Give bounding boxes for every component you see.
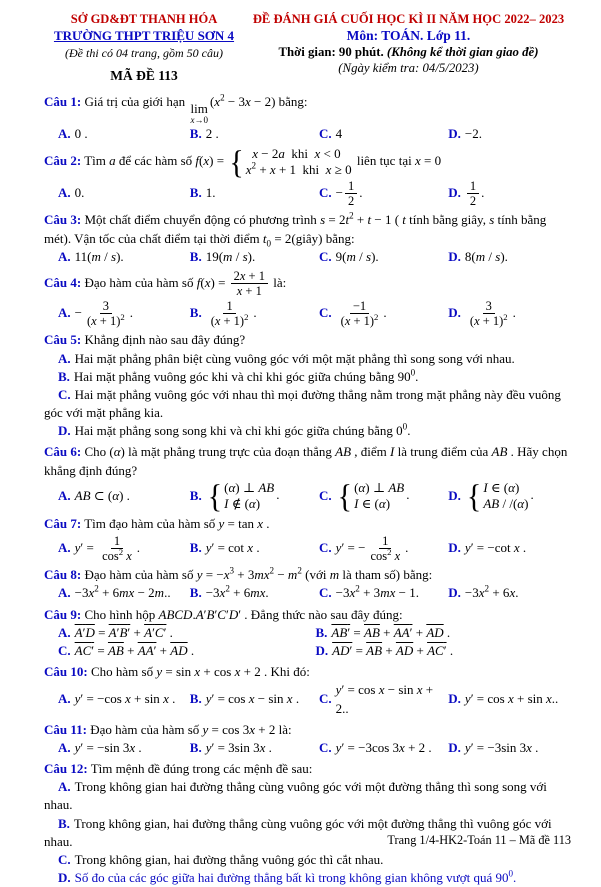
option-content: $-3x^2 + 6x$. [464,584,519,601]
question-body: Đạo hàm của hàm số y = cos 3x + 2 là: [86,721,292,737]
option-letter: B. [189,305,202,321]
question-label: Câu 6: [44,444,82,460]
option-a [58,624,316,642]
question-text [44,146,573,179]
option-content: y′ = −sin 3x . [74,739,142,755]
option-content: y′ = cos x − sin x + 2.. [335,682,434,716]
option-content: $AB' = \overline{AB} + AA' + \overline{AD}$ . [331,624,451,640]
option-letter: A. [58,691,71,707]
options [58,624,573,660]
option-c [58,642,316,660]
option-letter: D. [315,642,329,658]
header-left [44,12,244,84]
option-c [319,681,446,717]
question-text [44,269,573,299]
exam-code: MÃ ĐỀ 113 [110,68,178,83]
option-content: y′ = 3sin 3x . [205,739,272,755]
option-content: Trong không gian, hai đường thẳng vuông góc thì cắt nhau. [74,852,384,867]
option-content: y′ = − $\frac{1}{\cos^2 x}$ . [335,533,409,563]
option-c [319,584,446,602]
option-letter: A. [58,350,71,366]
option-letter: A. [58,248,71,264]
option-content: 0 . [74,126,88,141]
option-letter: D. [448,126,461,141]
option-content: 8(m / s). [464,248,508,264]
question-text [44,443,573,479]
option-content: 1. [205,185,216,201]
duration-note: (Không kể thời gian giao đề) [383,45,539,59]
department-name: SỞ GD&ĐT THANH HÓA [70,12,218,26]
option-content: A′D = A′B′ + A′C′ . [74,624,173,640]
option-a [58,299,188,329]
question-9 [44,606,573,661]
options [44,350,573,441]
option-a [58,690,188,708]
option-letter: D. [448,248,461,264]
question-4 [44,269,573,328]
question-label: Câu 10: [44,664,88,680]
question-8 [44,566,573,602]
option-content: y′ = −cos x + sin x . [74,691,176,707]
option-letter: B. [189,126,202,141]
question-text [44,331,573,349]
option-content: y′ = −3cos 3x + 2 . [335,739,432,755]
option-content: $\frac{1}{2}$ . [465,179,484,209]
option-letter: D. [448,305,461,321]
option-letter: D. [448,540,461,556]
option-letter: C. [58,852,71,867]
option-b [190,248,317,266]
option-content: 9(m / s). [335,248,379,264]
question-text [44,211,573,247]
option-content: y′ = $\frac{1}{\cos^2 x}$ . [74,533,141,563]
option-letter: C. [319,739,332,755]
option-c [44,851,573,869]
header-right [244,12,573,84]
question-label: Câu 4: [44,274,82,290]
option-content: $-3x^2 + 6mx - 2m$.. [74,584,171,601]
option-content: $-3x^2 + 3mx - 1$. [335,584,419,601]
options [58,248,573,266]
option-content: { I ∈ (α) AB / /(α) . [466,478,534,514]
option-letter: D. [448,185,461,201]
option-letter: A. [58,487,71,503]
question-body: Một chất điểm chuyển động có phương trình $s = 2t^2 + t - 1$ ( t tính bằng giây, s tính bằng mét). Vận tốc của chất điểm tại thời điểm $t_0$ = 2(giây) bằng: [44,211,547,249]
option-a [58,248,188,266]
option-letter: D. [448,585,461,601]
option-a [58,739,188,757]
footer [387,833,571,848]
option-d [448,299,573,329]
option-c [319,299,446,329]
option-letter: B. [189,248,202,264]
option-content: 2 . [205,126,219,141]
option-a [58,534,188,564]
option-content: Hai mặt phẳng phân biệt cùng vuông góc với một mặt phẳng thì song song với nhau. [74,350,515,366]
option-letter: C. [58,642,71,658]
option-content: Hai mặt phẳng vuông góc khi và chỉ khi góc giữa chúng bằng $90^0$. [73,367,419,384]
question-label: Câu 5: [44,332,82,348]
option-letter: C. [58,386,71,402]
question-7 [44,515,573,563]
option-letter: B. [58,368,70,384]
option-letter: C. [319,126,332,141]
option-b [190,690,317,708]
option-letter: B. [189,540,202,556]
option-a [44,778,573,814]
option-content: { (α) ⊥ AB I ∈ (α) . [337,478,410,514]
question-1 [44,93,573,143]
option-d [448,248,573,266]
paper-note: (Đề thi có 04 trang, gồm 50 câu) [65,46,223,60]
question-text [44,721,573,739]
option-content: Hai mặt phẳng vuông góc với nhau thì mọi đường thẳng nằm trong mặt phẳng này đều vuông góc với mặt phẳng kia. [44,386,561,421]
question-label: Câu 11: [44,721,87,737]
option-content: Hai mặt phẳng song song khi và chỉ khi góc giữa chúng bằng $0^0$. [74,421,411,439]
option-letter: A. [58,305,71,321]
option-letter: A. [58,739,71,755]
option-letter: C. [319,185,332,201]
option-letter: B. [315,624,328,640]
option-letter: C. [319,487,332,503]
option-letter: A. [58,624,71,640]
question-label: Câu 1: [44,94,82,109]
option-letter: D. [448,487,461,503]
question-text [44,760,573,778]
question-6 [44,443,573,512]
option-content: Số đo của các góc giữa hai đường thẳng bất kì trong không gian không vượt quá $90^0$. [74,868,517,886]
option-content: y′ = −cot x . [464,540,527,556]
option-content: Trong không gian, hai đường thẳng cùng vuông góc với một đường thẳng thì vuông góc với nhau. [44,815,552,849]
question-body: Khẳng định nào sau đây đúng? [81,332,246,348]
option-c [319,125,446,143]
option-d [448,739,573,757]
option-letter: A. [58,126,71,141]
option-c [319,179,446,209]
exam-subject: Môn: TOÁN. Lớp 11. [346,28,471,43]
option-content: $AC' = \overline{AB} + AA' + \overline{AD}$ . [74,642,195,658]
option-a [58,584,188,602]
option-content: AB ⊂ (α) . [74,487,130,503]
question-body: Đạo hàm của hàm số $y = -x^3 + 3mx^2 - m^2$ (với m là tham số) bằng: [81,565,433,583]
options [58,299,573,329]
question-5 [44,331,573,440]
option-c [319,480,446,513]
options [58,584,573,602]
option-b [190,584,317,602]
option-d [448,690,573,708]
exam-title: ĐỀ ĐÁNH GIÁ CUỐI HỌC KÌ II NĂM HỌC 2022– 2023 [252,12,565,26]
option-letter: B. [58,815,70,831]
question-label: Câu 7: [44,516,82,532]
option-letter: D. [58,423,71,439]
option-content: y′ = cot x . [205,540,260,556]
header [44,12,573,84]
question-label: Câu 8: [44,567,82,583]
option-content: Trong không gian hai đường thẳng cùng vuông góc với một đường thẳng thì song song với nhau. [44,779,547,813]
option-a [58,487,188,505]
option-c [319,534,446,564]
options [58,739,573,757]
option-letter: C. [319,248,332,264]
option-letter: B. [189,185,202,201]
option-letter: C. [319,585,332,601]
question-10 [44,663,573,718]
option-b [190,539,317,557]
question-11 [44,721,573,757]
option-b [190,739,317,757]
option-d [44,869,573,887]
question-label: Câu 2: [44,153,82,169]
option-letter: B. [189,585,202,601]
option-a [44,350,573,368]
options [58,534,573,564]
option-content: 0. [74,185,85,201]
option-b [190,184,317,202]
option-b [190,480,317,513]
option-content: $\frac{3}{(x + 1)^2}$ . [469,298,516,328]
option-a [58,125,188,143]
option-letter: A. [58,779,71,795]
option-content: y′ = −3sin 3x . [464,739,539,755]
question-text [44,515,573,533]
option-c [319,739,446,757]
question-3 [44,211,573,266]
exam-duration [244,45,573,60]
options [58,480,573,513]
option-content: y′ = cos x + sin x.. [464,691,559,707]
option-d [448,179,573,209]
option-letter: D. [58,870,71,886]
options [58,179,573,209]
question-body: Cho hàm số y = sin x + cos x + 2 . Khi đó: [87,664,310,680]
option-letter: C. [319,305,332,321]
option-letter: B. [189,739,202,755]
question-body: Đạo hàm của hàm số f(x) = $\frac{2x + 1}{x + 1}$ là: [81,268,287,299]
option-content: { (α) ⊥ AB I ∉ (α) . [207,478,280,514]
option-b [190,125,317,143]
option-d [448,539,573,557]
option-content: y′ = cos x − sin x . [205,691,300,707]
question-body: Giá trị của giới hạn lim x→0 $(x^2 - 3x - 2)$ bằng: [81,92,308,125]
option-a [58,184,188,202]
options [58,125,573,143]
option-letter: C. [319,691,332,707]
option-c [44,386,573,422]
question-12 [44,760,573,887]
question-2 [44,146,573,208]
exam-date: (Ngày kiểm tra: 04/5/2023) [338,61,479,75]
option-content: − $\frac{1}{2}$ . [335,178,363,209]
option-letter: C. [319,540,332,556]
option-letter: B. [189,487,202,503]
option-letter: B. [189,691,202,707]
option-content: $-3x^2 + 6mx$. [205,584,269,601]
question-body: Tìm đạo hàm của hàm số y = tan x . [81,516,270,532]
option-c [319,248,446,266]
question-text [44,93,573,125]
option-letter: D. [448,739,461,755]
questions [44,93,573,887]
school-name: TRƯỜNG THPT TRIỆU SƠN 4 [53,28,235,43]
question-text [44,606,573,624]
option-d [448,480,573,513]
option-b [44,368,573,386]
question-text [44,566,573,584]
option-letter: A. [58,540,71,556]
option-content: − $\frac{3}{(x + 1)^2}$ . [74,298,133,328]
option-content: $\frac{-1}{(x + 1)^2}$ . [340,298,387,328]
duration-main: Thời gian: 90 phút. [278,45,384,59]
question-label: Câu 9: [44,606,82,622]
option-d [44,422,573,440]
question-body: Tìm mệnh đề đúng trong các mệnh đề sau: [87,761,313,777]
question-body: Cho (α) là mặt phẳng trung trực của đoạn thẳng AB , điểm I là trung điểm của AB . Hãy chọn khẳng định đúng? [44,444,568,478]
option-content: −2. [464,126,483,141]
option-content: 11(m / s). [74,248,124,264]
option-content: $AD' = \overline{AB} + \overline{AD} + AC'$ . [332,642,454,658]
option-letter: A. [58,585,71,601]
option-d [316,642,574,660]
question-body: Cho hình hộp ABCD.A′B′C′D′ . Đẳng thức nào sau đây đúng: [81,606,403,622]
option-b [190,299,317,329]
option-b [316,624,574,642]
option-d [448,584,573,602]
option-content: 4 [335,126,343,141]
option-letter: D. [448,691,461,707]
question-label: Câu 12: [44,761,88,777]
question-body: Tìm a để các hàm số f(x) = { x − 2a khi x < 0 $x^2 + x + 1$ khi x ≥ 0 liên tục tại x = 0 [81,144,442,181]
page-number: Trang 1/4-HK2-Toán 11 – Mã đề 113 [387,833,571,847]
options [58,681,573,717]
question-label: Câu 3: [44,212,82,228]
option-d [448,125,573,143]
option-content: 19(m / s). [205,248,256,264]
option-content: $\frac{1}{(x + 1)^2}$ . [210,298,257,328]
question-text [44,663,573,681]
option-letter: A. [58,185,71,201]
